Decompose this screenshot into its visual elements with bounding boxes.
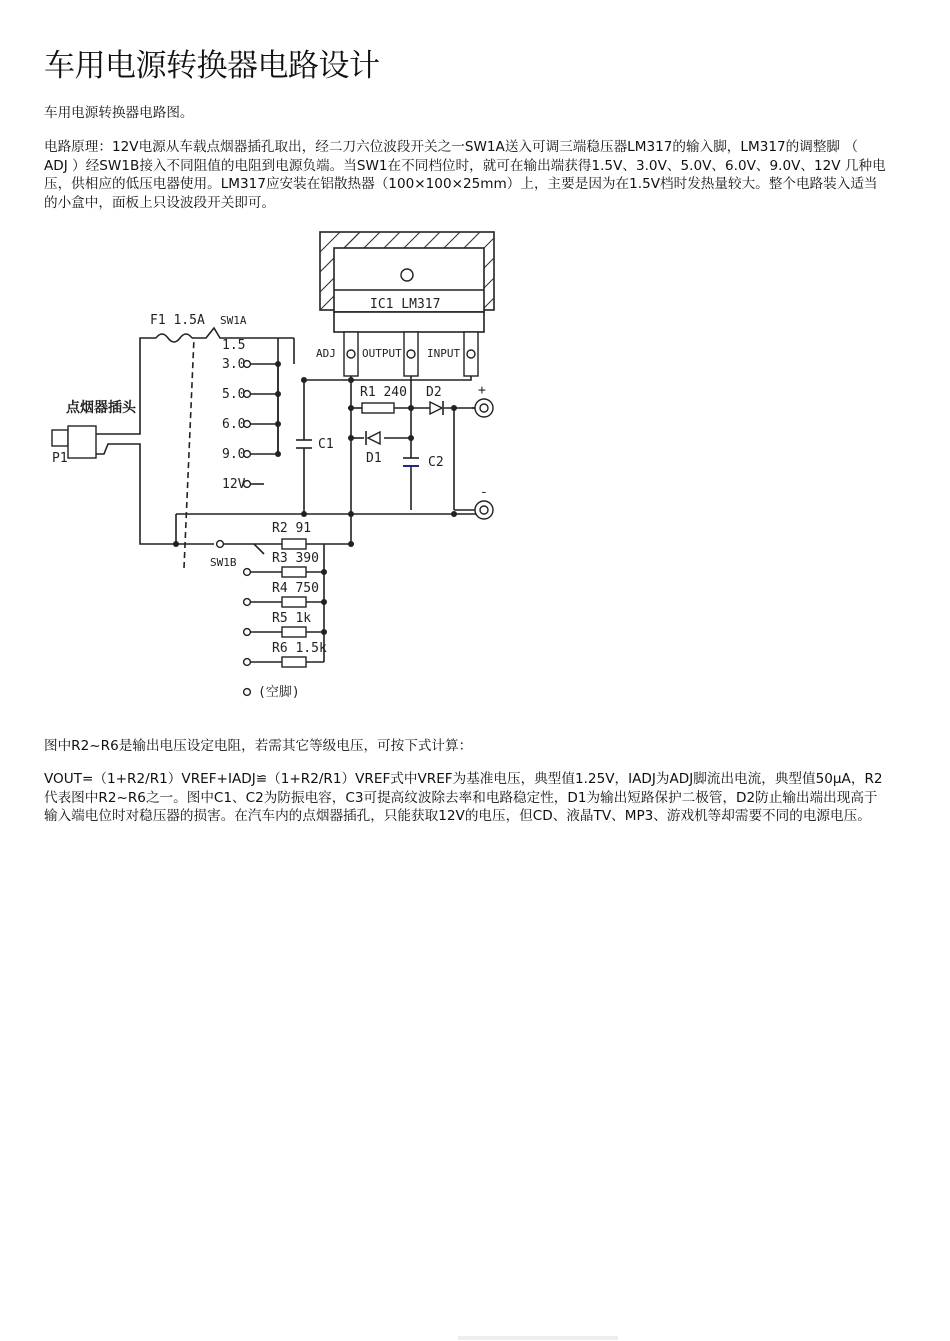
sw1a-contacts bbox=[220, 314, 250, 492]
c2-label: C2 bbox=[428, 455, 444, 470]
minus-label: - bbox=[480, 485, 488, 500]
resistor-r5 bbox=[272, 611, 311, 637]
r2-label: R2 91 bbox=[272, 521, 312, 536]
ic-pins bbox=[316, 332, 478, 376]
sw1b bbox=[210, 541, 250, 696]
resistor-r3 bbox=[272, 551, 319, 577]
sw-pos-2: 3.0 bbox=[222, 357, 246, 372]
pin-adj-label: ADJ bbox=[316, 347, 336, 360]
plug-label: 点烟器插头 bbox=[66, 400, 136, 416]
circuit-schematic bbox=[44, 226, 524, 716]
sw-pos-3: 5.0 bbox=[222, 387, 246, 402]
diode-d1 bbox=[366, 431, 382, 466]
principle-paragraph: 电路原理：12V电源从车载点烟器插孔取出，经二刀六位波段开关之一SW1A送入可调三端稳压器LM317的输入脚，LM317的调整脚 （ ADJ ）经SW1B接入不同阻值的电阻到电源负端。当SW1在不同档位时，就可在输出端获得1.5V、3.0V、5.0V、6.0V、9.0V、12V 几种电压，供相应的低压电器使用。LM317应安装在铝散热器（100×100×25mm）上，主要是因为在1.5V档时发热量较大。整个电路装入适当的小盒中，面板上只设波段开关即可。 bbox=[44, 139, 886, 211]
r1-label: R1 240 bbox=[360, 385, 407, 400]
sw-pos-6: 12V bbox=[222, 477, 246, 492]
output-terminals bbox=[475, 383, 493, 519]
capacitor-c2 bbox=[403, 455, 444, 470]
ic-lm317 bbox=[334, 248, 484, 332]
r5-label: R5 1k bbox=[272, 611, 312, 626]
resistor-r6 bbox=[272, 641, 327, 667]
page-title: 车用电源转换器电路设计 bbox=[44, 48, 380, 84]
r4-label: R4 750 bbox=[272, 581, 319, 596]
capacitor-c1 bbox=[296, 437, 334, 452]
pin-output-label: OUTPUT bbox=[362, 347, 402, 360]
fuse-label: F1 1.5A bbox=[150, 313, 205, 328]
r6-label: R6 1.5k bbox=[272, 641, 327, 656]
sw-pos-4: 6.0 bbox=[222, 417, 246, 432]
lighter-plug bbox=[52, 399, 137, 466]
page-edge-mark bbox=[458, 1336, 618, 1340]
pin-input-label: INPUT bbox=[427, 347, 461, 360]
sw1a-label: SW1A bbox=[220, 314, 247, 327]
sw-pos-5: 9.0 bbox=[222, 447, 246, 462]
spare-label: (空脚) bbox=[258, 685, 300, 700]
intro-paragraph: 车用电源转换器电路图。 bbox=[44, 105, 194, 121]
plug-ref: P1 bbox=[52, 451, 68, 466]
d2-label: D2 bbox=[426, 385, 442, 400]
circuit-schematic-figure bbox=[44, 226, 524, 716]
plus-label: + bbox=[478, 383, 486, 398]
diode-d2 bbox=[426, 385, 443, 415]
d1-label: D1 bbox=[366, 451, 382, 466]
sw1b-label: SW1B bbox=[210, 556, 237, 569]
formula-paragraph: VOUT=（1+R2/R1）VREF+IADJ≌（1+R2/R1）VREF式中VREF为基准电压，典型值1.25V，IADJ为ADJ脚流出电流，典型值50μA，R2代表图中R2~R6之一。图中C1、C2为防振电容，C3可提高纹波除去率和电路稳定性，D1为输出短路保护二极管，D2防止输出端出现高于输入端电位时对稳压器的损害。在汽车内的点烟器插孔，只能获取12V的电压，但CD、液晶TV、MP3、游戏机等却需要不同的电源电压。 bbox=[44, 771, 883, 825]
c1-label: C1 bbox=[318, 437, 334, 452]
r3-label: R3 390 bbox=[272, 551, 319, 566]
sw-pos-1: 1.5 bbox=[222, 338, 246, 353]
note-paragraph: 图中R2~R6是输出电压设定电阻，若需其它等级电压，可按下式计算： bbox=[44, 738, 473, 754]
resistor-r4 bbox=[272, 581, 319, 607]
ic-label: IC1 LM317 bbox=[370, 297, 441, 312]
